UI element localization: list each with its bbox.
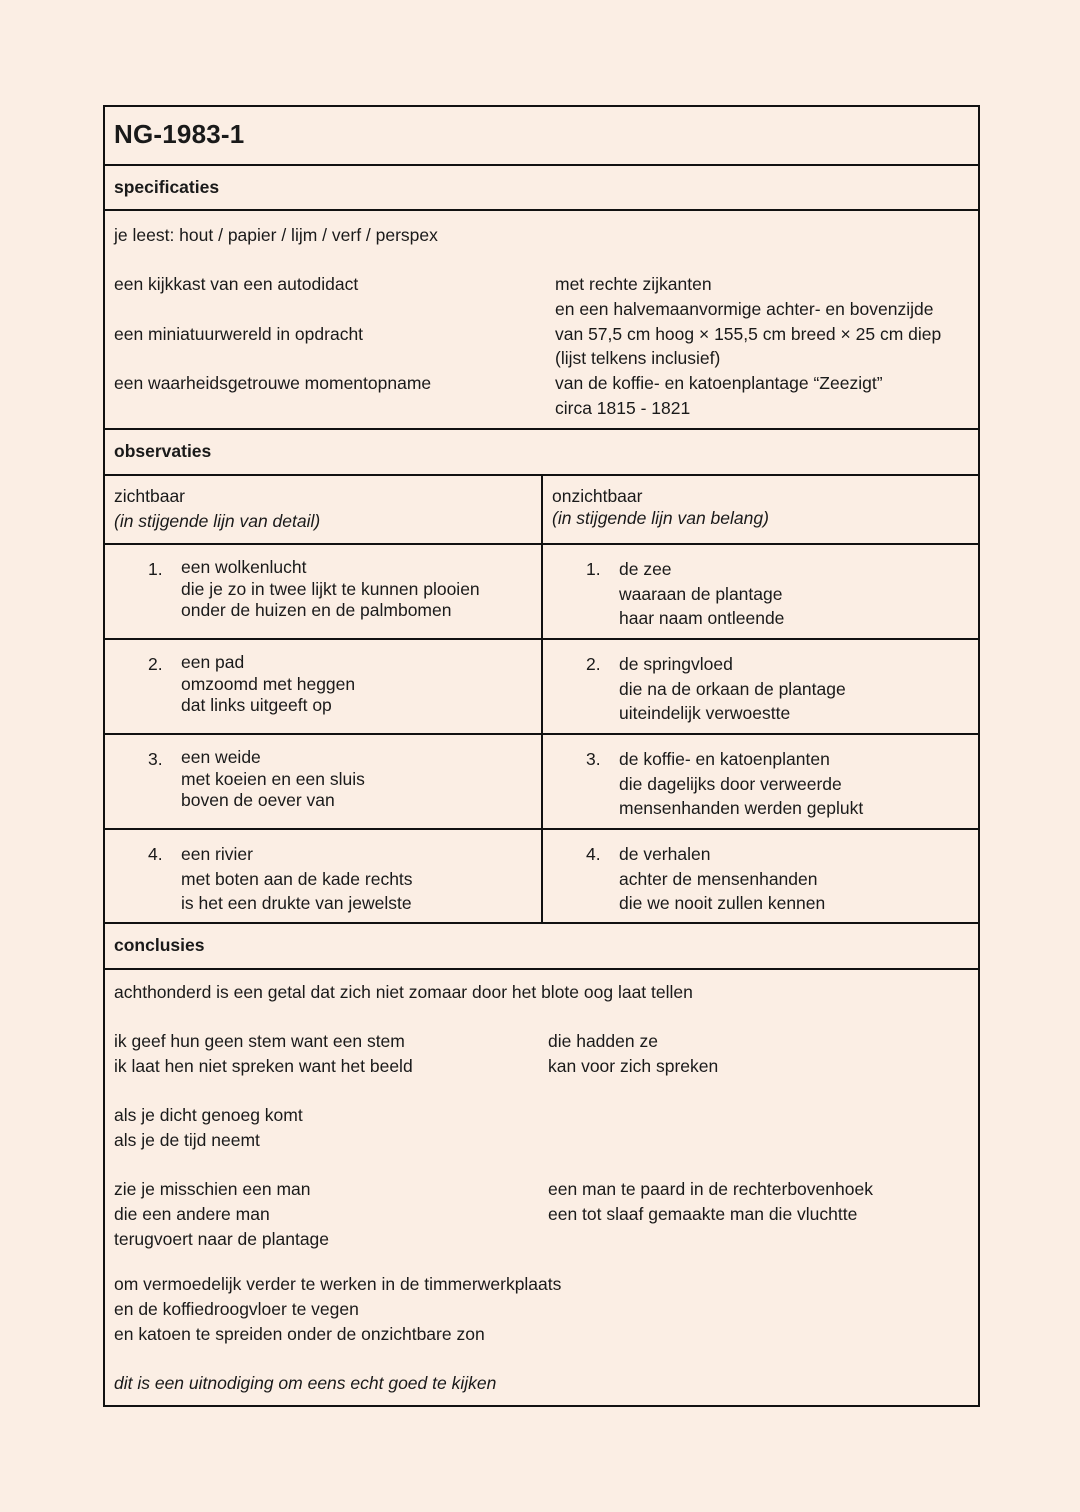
invisible-item — [543, 830, 978, 922]
item-number: 1. — [586, 559, 601, 579]
item-line: een wolkenlucht — [181, 557, 307, 577]
item-line: een weide — [181, 747, 261, 767]
page-title: NG-1983-1 — [114, 119, 245, 149]
spec-left-line: een waarheidsgetrouwe momentopname — [114, 373, 432, 393]
item-line: een rivier — [181, 844, 253, 864]
item-number: 3. — [148, 749, 163, 769]
observaties-subheader-row — [105, 476, 978, 545]
item-line: achter de mensenhanden — [619, 868, 818, 889]
item-line: boven de oever van — [181, 790, 335, 810]
conclusion-line: die hadden ze — [548, 1031, 658, 1051]
observation-row — [105, 735, 978, 830]
item-line: die na de orkaan de plantage — [619, 678, 846, 699]
spec-left-line: een miniatuurwereld in opdracht — [114, 324, 364, 344]
visible-note: (in stijgende lijn van detail) — [114, 511, 321, 531]
visible-item — [105, 640, 543, 733]
spec-right-line: (lijst telkens inclusief) — [555, 348, 721, 368]
item-line: mensenhanden werden geplukt — [619, 798, 864, 819]
materials-line: je leest: hout / papier / lijm / verf / perspex — [114, 225, 438, 245]
item-line: een pad — [181, 652, 245, 672]
spec-left-line: een kijkkast van een autodidact — [114, 274, 359, 294]
item-number: 1. — [148, 559, 163, 579]
item-line: de springvloed — [619, 654, 733, 674]
document-sheet — [103, 105, 980, 1407]
item-line: met boten aan de kade rechts — [181, 868, 413, 889]
conclusion-line: een tot slaaf gemaakte man die vluchtte — [548, 1204, 858, 1224]
visible-item — [105, 735, 543, 828]
invisible-column-header — [543, 476, 978, 543]
item-line: die je zo in twee lijkt te kunnen plooien — [181, 578, 480, 599]
item-line: dat links uitgeeft op — [181, 695, 332, 715]
invisible-item — [543, 545, 978, 638]
visible-label: zichtbaar — [114, 486, 186, 506]
section-title: specificaties — [114, 177, 220, 197]
item-line: met koeien en een sluis — [181, 768, 365, 789]
section-header-conclusies — [105, 924, 978, 970]
item-text — [619, 747, 863, 821]
item-text — [181, 842, 413, 916]
item-text — [181, 747, 365, 812]
section-header-specificaties — [105, 166, 978, 211]
item-number: 4. — [148, 844, 163, 864]
item-line: omzoomd met heggen — [181, 673, 356, 694]
item-line: de verhalen — [619, 844, 711, 864]
item-line: waaraan de plantage — [619, 583, 783, 604]
spec-right-line: en een halvemaanvormige achter- en bovenzijde — [555, 299, 934, 319]
item-text — [619, 557, 784, 631]
section-title: observaties — [114, 441, 212, 461]
visible-item — [105, 830, 543, 922]
conclusion-line: om vermoedelijk verder te werken in de timmerwerkplaats — [114, 1274, 562, 1294]
conclusies-body — [105, 970, 978, 1405]
observation-row — [105, 830, 978, 924]
item-number: 2. — [148, 654, 163, 674]
conclusion-line: en de koffiedroogvloer te vegen — [114, 1299, 359, 1319]
specificaties-body — [105, 211, 978, 430]
visible-item — [105, 545, 543, 638]
observation-row — [105, 640, 978, 735]
spec-right-line: met rechte zijkanten — [555, 274, 712, 294]
invisible-item — [543, 735, 978, 828]
conclusion-line: en katoen te spreiden onder de onzichtbare zon — [114, 1324, 485, 1344]
conclusion-line: ik laat hen niet spreken want het beeld — [114, 1056, 413, 1076]
item-text — [181, 652, 355, 717]
invisible-item — [543, 640, 978, 733]
item-line: de zee — [619, 559, 672, 579]
conclusion-line: die een andere man — [114, 1204, 270, 1224]
conclusion-line: terugvoert naar de plantage — [114, 1229, 330, 1249]
item-line: die dagelijks door verweerde — [619, 773, 842, 794]
item-text — [619, 842, 825, 916]
conclusion-line: een man te paard in de rechterbovenhoek — [548, 1179, 873, 1199]
conclusion-line: als je de tijd neemt — [114, 1130, 260, 1150]
item-line: die we nooit zullen kennen — [619, 893, 826, 914]
item-number: 3. — [586, 749, 601, 769]
title-row — [105, 107, 978, 166]
item-number: 2. — [586, 654, 601, 674]
item-line: uiteindelijk verwoestte — [619, 703, 791, 724]
closing-line: dit is een uitnodiging om eens echt goed te kijken — [114, 1373, 497, 1393]
item-line: de koffie- en katoenplanten — [619, 749, 830, 769]
item-text — [619, 652, 846, 726]
item-text — [181, 557, 480, 622]
conclusion-line: als je dicht genoeg komt — [114, 1105, 303, 1125]
conclusion-line: kan voor zich spreken — [548, 1056, 719, 1076]
spec-right-line: circa 1815 - 1821 — [555, 398, 691, 418]
item-number: 4. — [586, 844, 601, 864]
spec-right-line: van 57,5 cm hoog × 155,5 cm breed × 25 cm diep — [555, 324, 942, 344]
item-line: onder de huizen en de palmbomen — [181, 600, 452, 620]
item-line: is het een drukte van jewelste — [181, 893, 412, 914]
invisible-note: (in stijgende lijn van belang) — [552, 508, 769, 528]
observation-row — [105, 545, 978, 640]
conclusion-line: ik geef hun geen stem want een stem — [114, 1031, 405, 1051]
item-line: haar naam ontleende — [619, 608, 785, 629]
conclusion-line: achthonderd is een getal dat zich niet zomaar door het blote oog laat tellen — [114, 982, 693, 1002]
visible-column-header — [105, 476, 543, 543]
section-header-observaties — [105, 430, 978, 476]
conclusion-line: zie je misschien een man — [114, 1179, 311, 1199]
spec-right-line: van de koffie- en katoenplantage “Zeezigt” — [555, 373, 883, 393]
invisible-label: onzichtbaar — [552, 486, 643, 506]
section-title: conclusies — [114, 935, 205, 955]
